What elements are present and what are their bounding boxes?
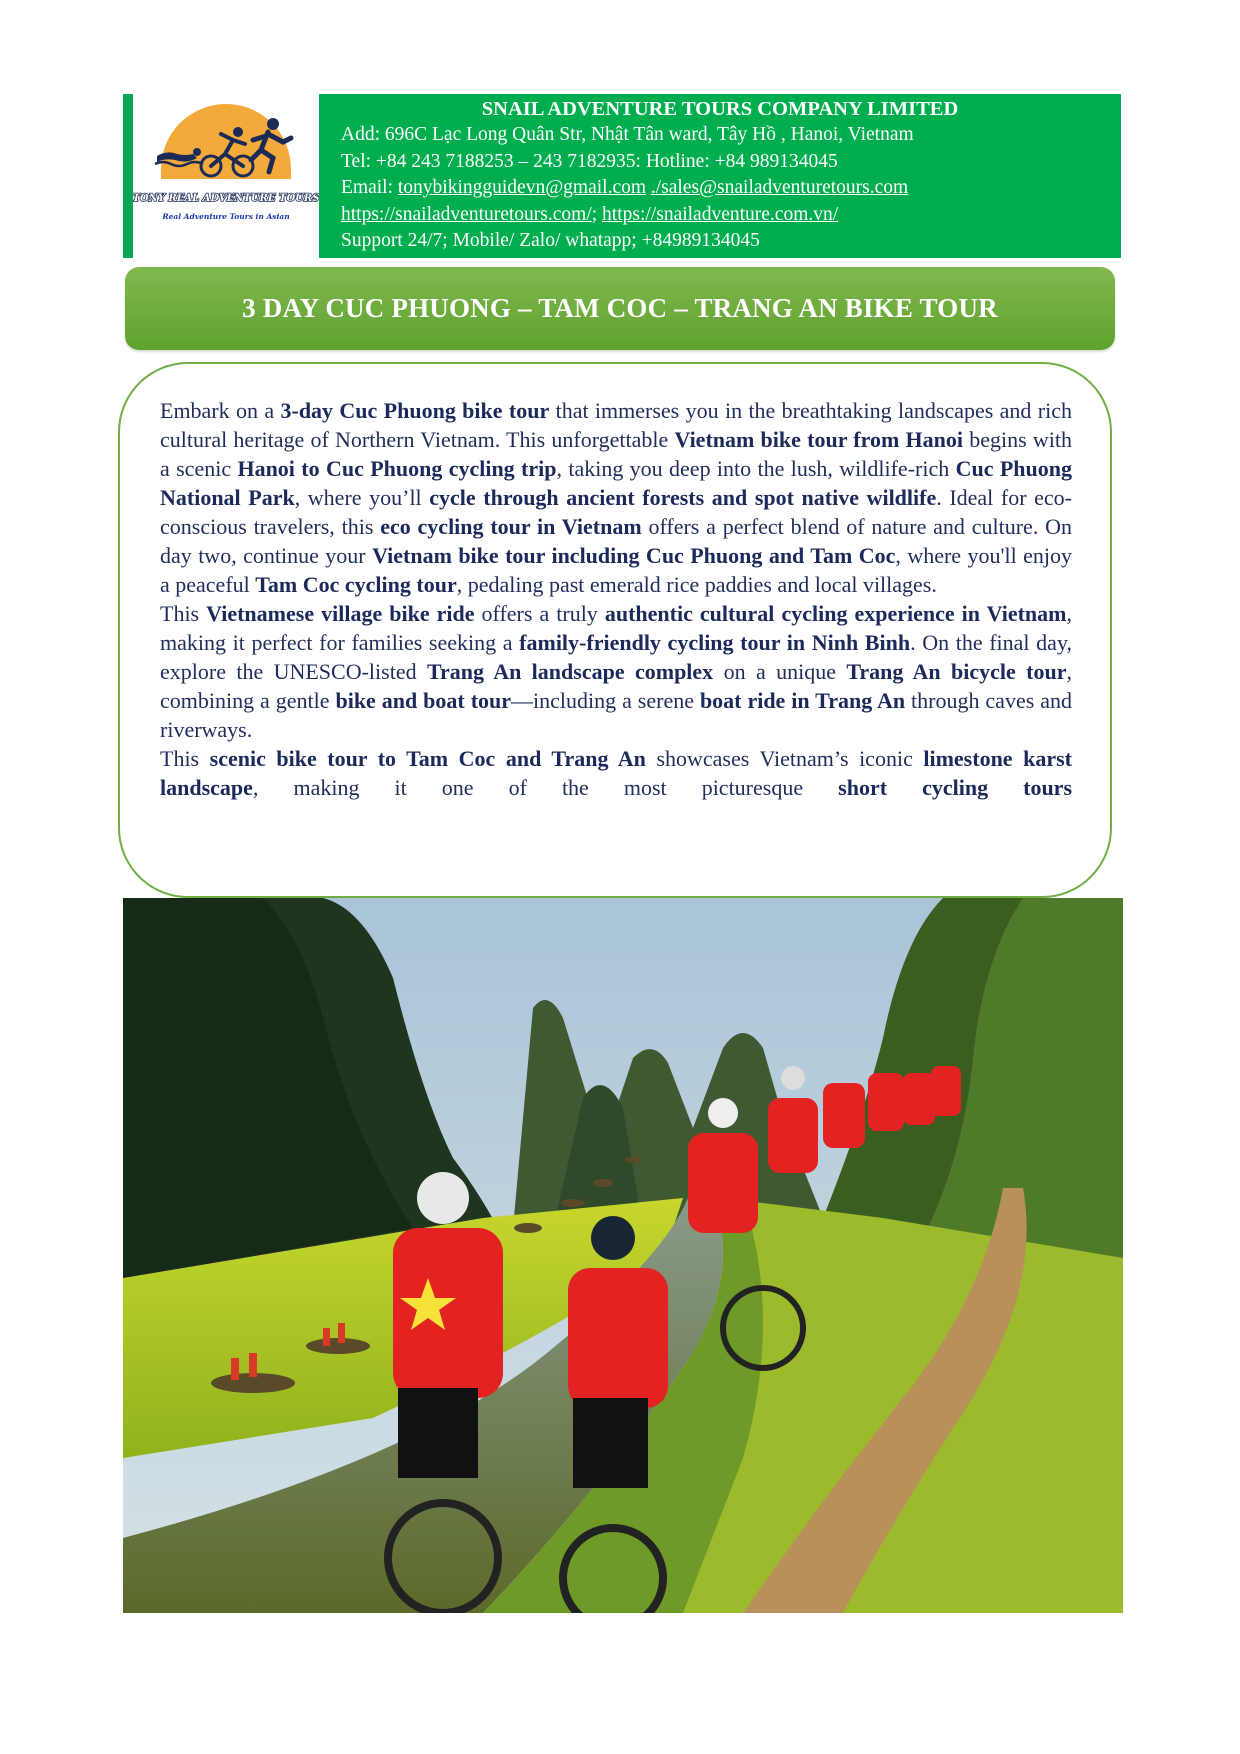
email-label: Email:	[341, 177, 398, 198]
address-line: Add: 696C Lạc Long Quân Str, Nhật Tân ward, Tây Hồ , Hanoi, Vietnam	[341, 124, 914, 145]
keyword-bold: eco cycling tour in Vietnam	[380, 514, 642, 539]
triathlon-logo-icon	[133, 94, 319, 258]
website-link-secondary[interactable]: https://snailadventure.com.vn/	[602, 203, 839, 225]
email-link-primary[interactable]: tonybikingguidevn@gmail.com	[397, 177, 647, 198]
keyword-bold: boat ride in Trang An	[699, 688, 906, 713]
text-run: offers a perfect blend of nature and culture. On day two, continue your	[160, 514, 1073, 568]
keyword-bold: Cuc Phuong National Park	[160, 456, 1072, 510]
letterhead	[123, 94, 1123, 258]
text-run: , making it perfect for families seeking a	[160, 601, 1072, 655]
company-name: SNAIL ADVENTURE TOURS COMPANY LIMITED	[481, 98, 959, 120]
keyword-bold: short cycling tours	[838, 775, 1073, 800]
keyword-bold: scenic bike tour to Tam Coc and Trang An	[209, 746, 646, 771]
cycling-landscape-image	[123, 898, 1123, 1613]
svg-text:TONY REAL ADVENTURE TOURS: TONY REAL ADVENTURE TOURS	[133, 193, 319, 204]
contact-info-panel	[319, 94, 1121, 258]
email-line	[319, 175, 1121, 202]
keyword-bold: family-friendly cycling tour in Ninh Binh	[519, 630, 911, 655]
text-run: . Ideal for eco-conscious travelers, this	[160, 485, 1072, 539]
keyword-bold: 3-day Cuc Phuong bike tour	[280, 398, 550, 423]
website-line: https://snailadventuretours.com/; https://snailadventure.com.vn/	[341, 203, 839, 225]
text-run: , pedaling past emerald rice paddies and local villages.	[456, 572, 937, 597]
text-run: . On the final day, explore the UNESCO-listed	[160, 630, 1073, 684]
keyword-bold: cycle through ancient forests and spot native wildlife	[429, 485, 937, 510]
keyword-bold: Vietnamese village bike ride	[206, 601, 475, 626]
keyword-bold: Trang An bicycle tour	[846, 659, 1067, 684]
text-run: This	[160, 601, 207, 626]
support-line: Support 24/7; Mobile/ Zalo/ whatapp; +84989134045	[341, 230, 760, 251]
description-paragraph-3	[160, 744, 1072, 802]
keyword-bold: Hanoi to Cuc Phuong cycling trip	[237, 456, 557, 481]
text-run: offers a truly	[474, 601, 605, 626]
description-paragraph-2	[160, 599, 1072, 744]
page-title: 3 DAY CUC PHUONG – TAM COC – TRANG AN BIKE TOUR	[242, 293, 998, 323]
text-run: through caves and riverways.	[160, 688, 1072, 742]
keyword-bold: Vietnam bike tour including Cuc Phuong and Tam Coc	[372, 543, 896, 568]
text-run: —including a serene	[511, 688, 700, 713]
keyword-bold: Trang An landscape complex	[426, 659, 714, 684]
text-run: on a unique	[713, 659, 847, 684]
text-run: that immerses you in the breathtaking landscapes and rich cultural heritage of Northern Vietnam. This unforgettable	[160, 398, 1072, 452]
keyword-bold: bike and boat tour	[335, 688, 512, 713]
email-link-sales[interactable]: ./sales@snailadventuretours.com	[650, 177, 909, 198]
text-run: Embark on a	[160, 398, 281, 423]
text-run: , combining a gentle	[160, 659, 1073, 713]
text-run: This	[160, 746, 210, 771]
keyword-bold: authentic cultural cycling experience in Vietnam	[604, 601, 1067, 626]
description-paragraph-1	[160, 396, 1072, 599]
tour-description	[160, 396, 1072, 802]
keyword-bold: Vietnam bike tour from Hanoi	[674, 427, 963, 452]
tour-photo	[123, 898, 1123, 1613]
text-run: , taking you deep into the lush, wildlife-rich	[556, 456, 956, 481]
text-run: , where you'll enjoy a peaceful	[160, 543, 1072, 597]
text-run: begins with a scenic	[160, 427, 1073, 481]
phone-line: Tel: +84 243 7188253 – 243 7182935: Hotline: +84 989134045	[341, 150, 838, 172]
text-run: , where you’ll	[294, 485, 430, 510]
company-logo	[133, 94, 319, 258]
tour-title-banner	[125, 267, 1115, 350]
green-accent-bar	[123, 94, 133, 258]
website-link-primary[interactable]: https://snailadventuretours.com/	[341, 203, 592, 225]
text-run: , making it one of the most picturesque	[252, 775, 839, 800]
svg-text:Real Adventure Tours in Asian: Real Adventure Tours in Asian	[162, 212, 290, 221]
keyword-bold: Tam Coc cycling tour	[255, 572, 457, 597]
text-run: showcases Vietnam’s iconic	[645, 746, 924, 771]
keyword-bold: limestone karst landscape	[160, 746, 1072, 800]
